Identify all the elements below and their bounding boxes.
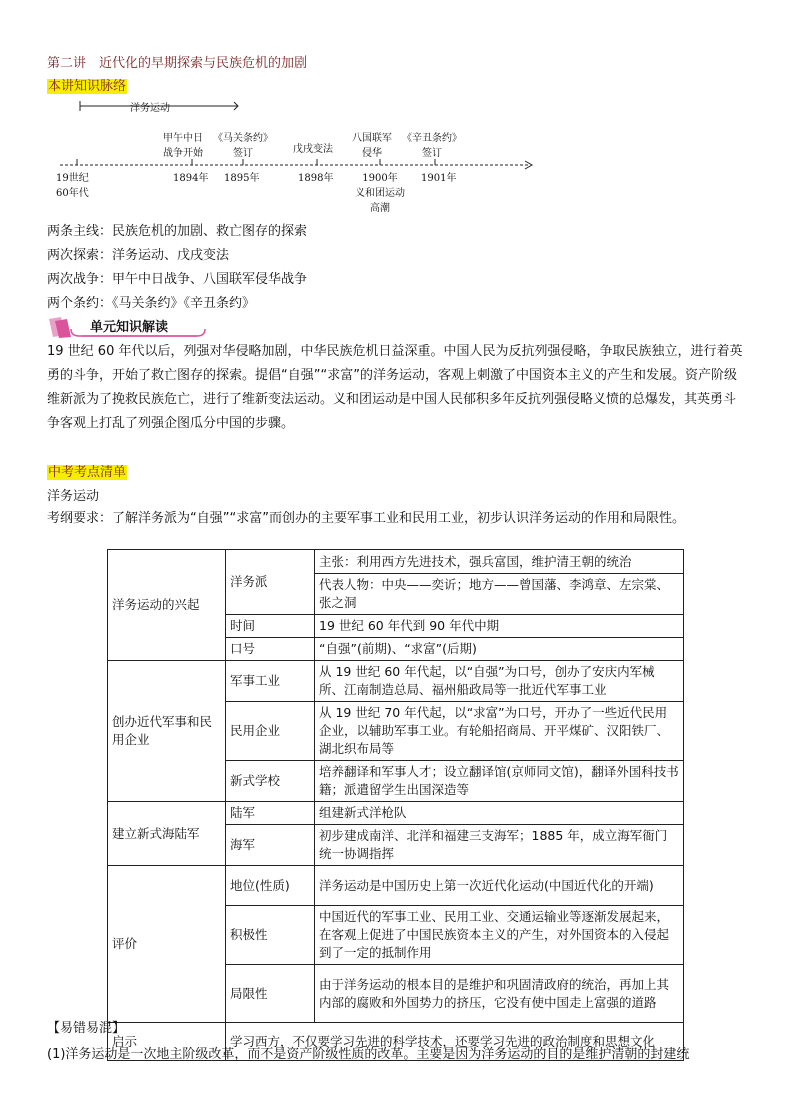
cell: 学习西方，不仅要学习先进的科学技术，还要学习先进的政治制度和思想文化 [226,1023,684,1061]
row-label: 民用企业 [226,702,315,761]
group-label: 启示 [108,1023,226,1061]
row-label: 积极性 [226,906,315,965]
timeline-event: 八国联军 侵华 [352,133,392,159]
row-label: 海军 [226,825,315,866]
row-label: 军事工业 [226,661,315,702]
timeline-event: 甲午中日 战争开始 [163,133,203,159]
group-label: 洋务运动的兴起 [108,550,226,661]
page-title: 第二讲 近代化的早期探索与民族危机的加剧 [47,56,308,71]
group-label: 评价 [108,866,226,1023]
cell: 培养翻译和军事人才；设立翻译馆(京师同文馆)，翻译外国科技书籍；派遣留学生出国深造等 [315,761,684,802]
cell: 组建新式洋枪队 [315,802,684,825]
row-label: 新式学校 [226,761,315,802]
row-label: 口号 [226,638,315,661]
group-label: 建立新式海陆军 [108,802,226,866]
timeline-event: 《马关条约》 签订 [213,133,273,159]
cell: 中国近代的军事工业、民用工业、交通运输业等逐渐发展起来，在客观上促进了中国民族资本主义的产生，对外国资本的入侵起到了一定的抵制作用 [315,906,684,965]
timeline-date: 1900年 义和团运动 高潮 [355,173,405,214]
unit-banner-title: 单元知识解读 [90,320,169,335]
summary-line: 两次探索：洋务运动、戊戌变法 [47,248,230,263]
cell: “自强”(前期)、“求富”(后期) [315,638,684,661]
cell: 洋务运动是中国历史上第一次近代化运动(中国近代化的开端) [315,866,684,906]
intro-paragraph: 19 世纪 60 年代以后，列强对华侵略加剧，中华民族危机日益深重。中国人民为反抗列强侵略，争取民族独立，进行着英勇的斗争，开始了救亡图存的探索。提倡“自强”“求富”的洋务运动，客观上刺激了中国资本主义的产生和发展。资产阶级维新派为了挽救民族危亡，进行了维新变法运动。义和团运动是中国人民郁积多年反抗列强侵略义愤的总爆发，其英勇斗争客观上打乱了列强企图瓜分中国的步骤。 [47,344,743,431]
summary-line: 两次战争：甲午中日战争、八国联军侵华战争 [47,272,308,287]
cell: 代表人物：中央——奕䜣；地方——曾国藩、李鸿章、左宗棠、张之洞 [315,574,684,615]
cell: 由于洋务运动的根本目的是维护和巩固清政府的统治，再加上其内部的腐败和外国势力的挤压，它没有使中国走上富强的道路 [315,965,684,1023]
timeline-date: 1901年 [421,173,457,184]
summary-line: 两条主线：民族危机的加剧、救亡图存的探索 [47,224,308,239]
cell: 主张：利用西方先进技术，强兵富国，维护清王朝的统治 [315,550,684,574]
cell: 从 19 世纪 70 年代起，以“求富”为口号，开办了一些近代民用企业，以辅助军事工业。有轮船招商局、开平煤矿、汉阳铁厂、湖北织布局等 [315,702,684,761]
timeline-date: 1895年 [224,173,260,184]
timeline [40,95,560,220]
mistakes-heading: 【易错易混】 [47,1021,126,1036]
timeline-span-label: 洋务运动 [130,103,170,114]
row-label: 陆军 [226,802,315,825]
group-label: 创办近代军事和民用企业 [108,661,226,802]
cell: 从 19 世纪 60 年代起，以“自强”为口号，创办了安庆内军械所、江南制造总局、福州船政局等一批近代军事工业 [315,661,684,702]
knowledge-table [107,549,684,1061]
summary-line: 两个条约：《马关条约》《辛丑条约》 [47,296,256,311]
cell: 19 世纪 60 年代到 90 年代中期 [315,615,684,638]
outline-heading: 本讲知识脉络 [48,79,127,94]
timeline-date: 1898年 [298,173,334,184]
row-label: 地位(性质) [226,866,315,906]
cell: 初步建成南洋、北洋和福建三支海军；1885 年，成立海军衙门统一协调指挥 [315,825,684,866]
timeline-date: 19世纪 60年代 [56,173,89,199]
timeline-date: 1894年 [173,173,209,184]
exam-list-heading: 中考考点清单 [48,465,127,480]
row-label: 时间 [226,615,315,638]
row-label: 局限性 [226,965,315,1023]
topic-heading: 洋务运动 [47,489,100,504]
row-label: 洋务派 [226,550,315,615]
requirement-text: 考纲要求：了解洋务派为“自强”“求富”而创办的主要军事工业和民用工业，初步认识洋务运动的作用和局限性。 [47,511,685,526]
timeline-event: 《辛丑条约》 签订 [402,133,462,159]
timeline-event: 戊戌变法 [293,144,333,155]
mistake-item: (1)洋务运动是一次地主阶级改革，而不是资产阶级性质的改革。主要是因为洋务运动的目的是维护清朝的封建统 [47,1047,690,1062]
